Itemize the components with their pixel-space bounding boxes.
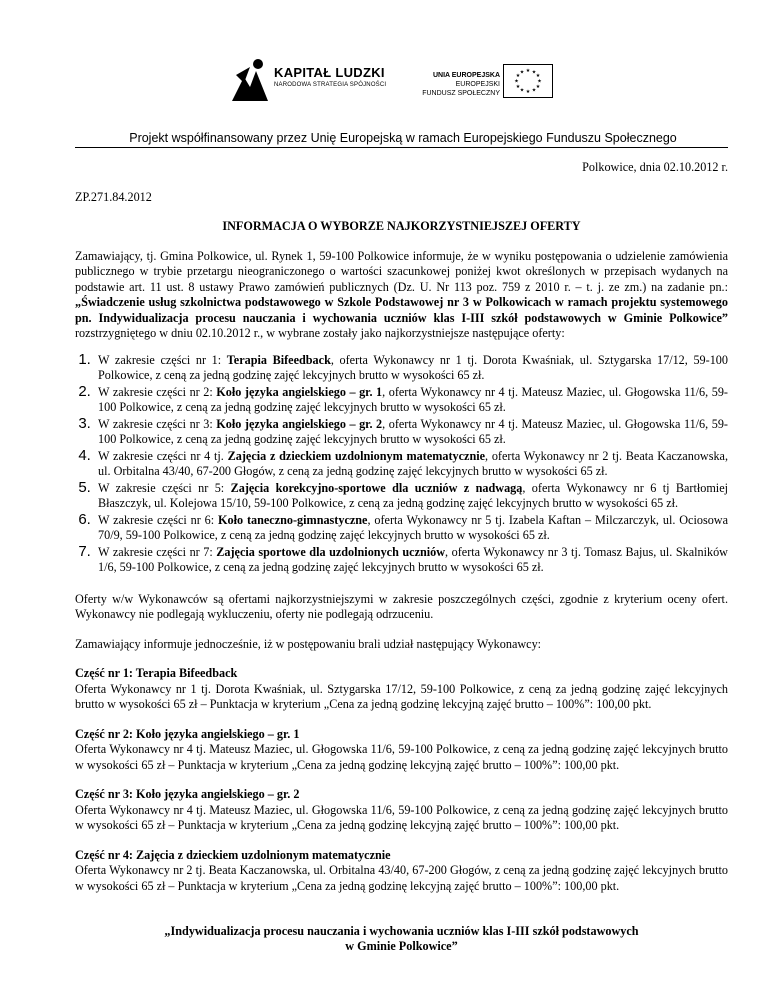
kapital-ludzki-logo-icon: [230, 57, 270, 103]
list-item: 2. W zakresie części nr 2: Koło języka angielskiego – gr. 1, oferta Wykonawcy nr 4 tj. Mateusz Maziec, ul. Głogowska 11/6, 59-100 Polkowice, z ceną za jedną godzinę zajęć lekcyjnych brutto w wysokości 65 zł.: [95, 384, 728, 416]
part-title: Część nr 1: Terapia Bifeedback: [75, 666, 238, 680]
part-text: Oferta Wykonawcy nr 4 tj. Mateusz Maziec, ul. Głogowska 11/6, 59-100 Polkowice, z ceną za jedną godzinę zajęć lekcyjnych brutto w wysokości 65 zł – Punktacja w kryterium „Cena za jedną godzinę lekcyjną zajęć brutto – 100%”: 100,00 pkt.: [75, 802, 728, 832]
svg-text:★: ★: [531, 87, 537, 94]
part-title: Część nr 2: Koło języka angielskiego – gr. 1: [75, 726, 300, 741]
svg-text:★: ★: [535, 73, 541, 79]
selected-offers-list: [75, 352, 728, 576]
document-body: [75, 160, 728, 894]
intro-text-1: Zamawiający, tj. Gmina Polkowice, ul. Rynek 1, 59-100 Polkowice informuje, że w wyniku postępowania o udzielenie zamówienia publicznego w trybie przetargu nieograniczonego o wartości szacunkowej poniżej kwot określonych w przepisach wydanych na podstawie art. 11 ust. 8 ustawy Prawo zamówień publicznych (Dz. U. Nr 113 poz. 759 z 2010 r. – t. j. ze zm.) na zadanie pn.:: [75, 248, 728, 294]
participants-intro: Zamawiający informuje jednocześnie, iż w postępowaniu brali udział następujący Wykonawcy:: [75, 636, 542, 651]
task-name: „Świadczenie usług szkolnictwa podstawowego w Szkole Podstawowej nr 3 w Polkowicach w ramach projektu systemowego pn. Indywidualizacja procesu nauczania i wychowania uczniów klas I-III szkół podstawowych w Gminie Polkowice”: [75, 295, 728, 325]
intro-text-2: rozstrzygniętego w dniu 02.10.2012 r., w wybrane zostały jako najkorzystniejsze następujące oferty:: [75, 326, 565, 340]
intro-paragraph: [75, 249, 728, 342]
document-title: INFORMACJA O WYBORZE NAJKORZYSTNIEJSZEJ OFERTY: [222, 219, 581, 233]
list-item: 1. W zakresie części nr 1: Terapia Bifeedback, oferta Wykonawcy nr 1 tj. Dorota Kwaśniak, ul. Sztygarska 17/12, 59-100 Polkowice, z ceną za jedną godzinę zajęć lekcyjnych brutto w wysokości 65 zł.: [95, 352, 728, 384]
eu-flag-icon: [503, 64, 553, 98]
svg-text:★: ★: [519, 69, 525, 76]
logo-bar: [230, 55, 550, 115]
list-item: 6. W zakresie części nr 6: Koło taneczno-gimnastyczne, oferta Wykonawcy nr 5 tj. Izabela Kaftan – Milczarczyk, ul. Ociosowa 70/9, 59-100 Polkowice, z ceną za jedną godzinę zajęć lekcyjnych brutto w wysokości 65 zł.: [95, 512, 728, 544]
part-section: [75, 787, 728, 834]
list-item: 5. W zakresie części nr 5: Zajęcia korekcyjno-sportowe dla uczniów z nadwagą, oferta Wykonawcy nr 6 tj Bartłomiej Błaszczyk, ul. Kolejowa 15/10, 59-100 Polkowice, z ceną za jedną godzinę zajęć lekcyjnych brutto w wysokości 65 zł.: [95, 480, 728, 512]
svg-text:★: ★: [519, 87, 525, 94]
place-date: Polkowice, dnia 02.10.2012 r.: [582, 160, 728, 174]
footer-line2: w Gminie Polkowice”: [345, 939, 458, 953]
header-divider: [75, 147, 728, 148]
part-section: [75, 666, 728, 713]
svg-text:★: ★: [537, 78, 542, 85]
part-text: Oferta Wykonawcy nr 2 tj. Beata Kaczanowska, ul. Orbitalna 43/40, 67-200 Głogów, z ceną za jedną godzinę zajęć lekcyjnych brutto w wysokości 65 zł – Punktacja w kryterium „Cena za jedną godzinę lekcyjną zajęć brutto – 100%”: 100,00 pkt.: [75, 863, 728, 893]
part-title: Część nr 3: Koło języka angielskiego – gr. 2: [75, 787, 300, 801]
cofinancing-statement: Projekt współfinansowany przez Unię Europejską w ramach Europejskiego Funduszu Społecznego: [129, 131, 677, 145]
part-title: Część nr 4: Zajęcia z dzieckiem uzdolnionym matematycznie: [75, 847, 391, 862]
reference-number: ZP.271.84.2012: [75, 189, 152, 204]
eu-fund-label: [410, 71, 500, 98]
svg-text:★: ★: [515, 73, 521, 79]
svg-text:★: ★: [514, 78, 519, 85]
summary-paragraph: Oferty w/w Wykonawców są ofertami najkorzystniejszymi w zakresie poszczególnych części, zgodnie z kryterium oceny ofert. Wykonawcy nie podlegają wykluczeniu, oferty nie podlegają odrzuceniu.: [75, 591, 728, 621]
part-text: Oferta Wykonawcy nr 1 tj. Dorota Kwaśniak, ul. Sztygarska 17/12, 59-100 Polkowice, z ceną za jedną godzinę zajęć lekcyjnych brutto w wysokości 65 zł – Punktacja w kryterium „Cena za jedną godzinę lekcyjną zajęć brutto – 100%”: 100,00 pkt.: [75, 681, 728, 711]
eu-label-line1: UNIA EUROPEJSKA: [432, 72, 500, 79]
svg-text:★: ★: [525, 89, 531, 95]
eu-label-line3: FUNDUSZ SPOŁECZNY: [422, 90, 500, 97]
svg-text:★: ★: [525, 68, 531, 74]
project-footer: [75, 924, 728, 954]
list-item: 3. W zakresie części nr 3: Koło języka angielskiego – gr. 2, oferta Wykonawcy nr 4 tj. Mateusz Maziec, ul. Głogowska 11/6, 59-100 Polkowice, z ceną za jedną godzinę zajęć lekcyjnych brutto w wysokości 65 zł.: [95, 416, 728, 448]
part-text: Oferta Wykonawcy nr 4 tj. Mateusz Maziec, ul. Głogowska 11/6, 59-100 Polkowice, z ceną za jedną godzinę zajęć lekcyjnych brutto w wysokości 65 zł – Punktacja w kryterium „Cena za jedną godzinę lekcyjną zajęć brutto – 100%”: 100,00 pkt.: [75, 742, 728, 772]
svg-text:★: ★: [515, 84, 521, 90]
kapital-ludzki-subtitle: NARODOWA STRATEGIA SPÓJNOŚCI: [274, 82, 387, 88]
part-section: [75, 848, 728, 895]
kapital-ludzki-title: KAPITAŁ LUDZKI: [274, 65, 385, 80]
part-section: [75, 727, 728, 774]
list-item: 7. W zakresie części nr 7: Zajęcia sportowe dla uzdolnionych uczniów, oferta Wykonawcy nr 3 tj. Tomasz Bajus, ul. Skalników 1/6, 59-100 Polkowice, z ceną za jedną godzinę zajęć lekcyjnych brutto w wysokości 65 zł.: [95, 544, 728, 576]
svg-text:★: ★: [535, 84, 541, 90]
svg-text:★: ★: [531, 69, 537, 76]
footer-line1: „Indywidualizacja procesu nauczania i wychowania uczniów klas I-III szkół podstawowych: [164, 924, 639, 938]
eu-label-line2: EUROPEJSKI: [455, 81, 500, 88]
list-item: 4. W zakresie części nr 4 tj. Zajęcia z dzieckiem uzdolnionym matematycznie, oferta Wykonawcy nr 2 tj. Beata Kaczanowska, ul. Orbitalna 43/40, 67-200 Głogów, z ceną za jedną godzinę zajęć lekcyjnych brutto w wysokości 65 zł.: [95, 448, 728, 480]
